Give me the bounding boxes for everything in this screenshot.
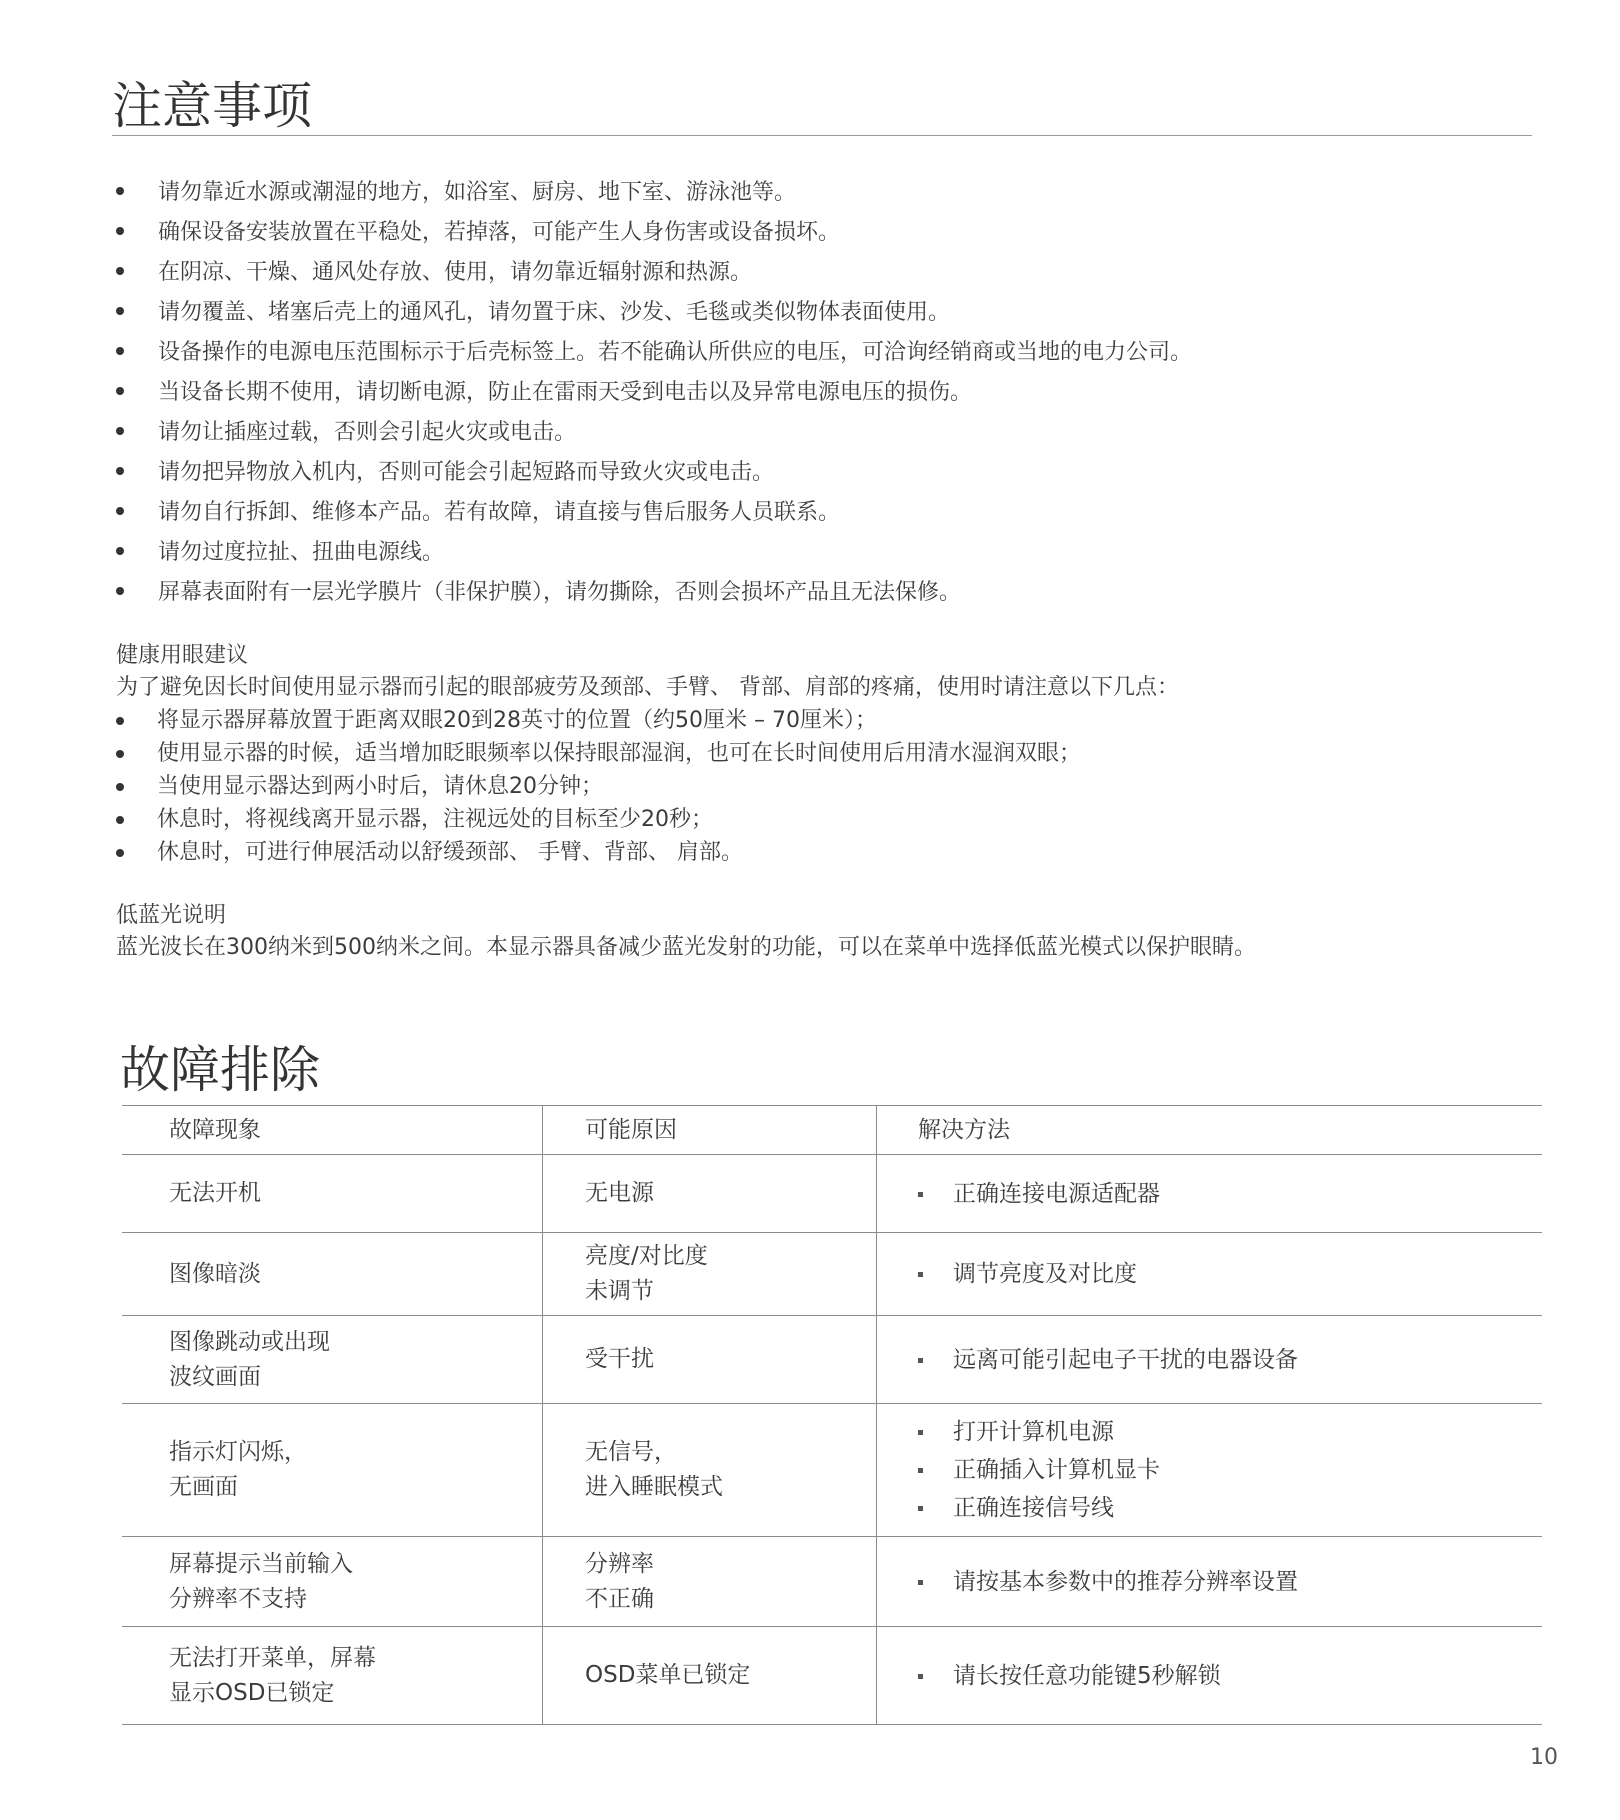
precaution-item: 请勿自行拆卸、维修本产品。若有故障，请直接与售后服务人员联系。 (112, 493, 1592, 533)
solution-item: 调节亮度及对比度 (918, 1255, 1542, 1293)
solution-item: 请长按任意功能键5秒解锁 (918, 1657, 1542, 1695)
precaution-item: 请勿让插座过载，否则会引起火灾或电击。 (112, 413, 1592, 453)
symptom-line: 波纹画面 (169, 1363, 261, 1390)
cause-line: 受干扰 (585, 1346, 654, 1372)
table-row (122, 1404, 1542, 1537)
low-blue-title: 低蓝光说明 (116, 903, 227, 928)
cause-line: 亮度/对比度 (585, 1243, 708, 1269)
eye-care-title: 健康用眼建议 (116, 643, 249, 668)
cause-line: 无电源 (585, 1180, 654, 1206)
solution-item: 正确连接信号线 (918, 1489, 1542, 1527)
cause-cell (543, 1627, 877, 1725)
table-row (122, 1316, 1542, 1404)
cause-cell (543, 1404, 877, 1537)
cause-line: 不正确 (585, 1585, 654, 1612)
precaution-item: 当设备长期不使用，请切断电源，防止在雷雨天受到电击以及异常电源电压的损伤。 (112, 373, 1592, 413)
troubleshooting-table (122, 1105, 1542, 1725)
solution-item: 请按基本参数中的推荐分辨率设置 (918, 1563, 1542, 1601)
symptom-line: 图像跳动或出现 (169, 1328, 330, 1355)
solution-cell (877, 1627, 1543, 1725)
cause-line: OSD菜单已锁定 (585, 1662, 751, 1688)
solution-item: 正确连接电源适配器 (918, 1175, 1542, 1213)
solution-item: 打开计算机电源 (918, 1413, 1542, 1451)
page-number: 10 (1530, 1745, 1558, 1770)
precaution-item: 屏幕表面附有一层光学膜片（非保护膜），请勿撕除，否则会损坏产品且无法保修。 (112, 573, 1592, 613)
symptom-line: 显示OSD已锁定 (169, 1679, 335, 1706)
solution-cell (877, 1233, 1543, 1316)
eye-care-item: 休息时，将视线离开显示器，注视远处的目标至少20秒； (116, 803, 1596, 836)
symptom-line: 无画面 (169, 1474, 238, 1500)
eye-care-item: 将显示器屏幕放置于距离双眼20到28英寸的位置（约50厘米 – 70厘米）； (116, 704, 1596, 737)
precaution-item: 请勿靠近水源或潮湿的地方，如浴室、厨房、地下室、游泳池等。 (112, 173, 1592, 213)
table-row (122, 1627, 1542, 1725)
title-divider (112, 135, 1532, 136)
symptom-line: 分辨率不支持 (169, 1585, 307, 1612)
symptom-line: 图像暗淡 (169, 1260, 261, 1287)
cause-cell (543, 1537, 877, 1627)
precaution-item: 设备操作的电源电压范围标示于后壳标签上。若不能确认所供应的电压，可洽询经销商或当地的电力公司。 (112, 333, 1592, 373)
cause-line: 未调节 (585, 1278, 654, 1304)
table-row (122, 1155, 1542, 1233)
precaution-item: 请勿把异物放入机内，否则可能会引起短路而导致火灾或电击。 (112, 453, 1592, 493)
precautions-title: 注意事项 (112, 77, 312, 135)
solution-cell (877, 1155, 1543, 1233)
symptom-line: 无法打开菜单，屏幕 (169, 1644, 376, 1671)
eye-care-item: 休息时，可进行伸展活动以舒缓颈部、 手臂、背部、 肩部。 (116, 836, 1596, 869)
precaution-item: 请勿过度拉扯、扭曲电源线。 (112, 533, 1592, 573)
solution-item: 远离可能引起电子干扰的电器设备 (918, 1341, 1542, 1379)
precaution-item: 确保设备安装放置在平稳处，若掉落，可能产生人身伤害或设备损坏。 (112, 213, 1592, 253)
symptom-cell (122, 1627, 543, 1725)
symptom-line: 屏幕提示当前输入 (169, 1550, 353, 1577)
table-row (122, 1233, 1542, 1316)
header-symptom: 故障现象 (122, 1106, 543, 1155)
table-row (122, 1537, 1542, 1627)
solution-cell (877, 1537, 1543, 1627)
eye-care-item: 使用显示器的时候，适当增加眨眼频率以保持眼部湿润，也可在长时间使用后用清水湿润双眼； (116, 737, 1596, 770)
table-header-row (122, 1106, 1542, 1155)
cause-cell (543, 1233, 877, 1316)
cause-line: 无信号， (585, 1439, 677, 1465)
troubleshooting-title: 故障排除 (120, 1041, 320, 1099)
symptom-cell (122, 1537, 543, 1627)
symptom-cell (122, 1155, 543, 1233)
low-blue-section (116, 900, 1596, 964)
header-solution: 解决方法 (877, 1106, 1543, 1155)
symptom-cell (122, 1404, 543, 1537)
solution-cell (877, 1316, 1543, 1404)
cause-line: 进入睡眠模式 (585, 1474, 723, 1500)
cause-line: 分辨率 (585, 1550, 654, 1577)
low-blue-text: 蓝光波长在300纳米到500纳米之间。本显示器具备减少蓝光发射的功能，可以在菜单中选择低蓝光模式以保护眼睛。 (116, 935, 1256, 960)
symptom-line: 无法开机 (169, 1180, 261, 1206)
precaution-item: 在阴凉、干燥、通风处存放、使用，请勿靠近辐射源和热源。 (112, 253, 1592, 293)
symptom-line: 指示灯闪烁， (169, 1439, 307, 1465)
header-cause: 可能原因 (543, 1106, 877, 1155)
precaution-item: 请勿覆盖、堵塞后壳上的通风孔，请勿置于床、沙发、毛毯或类似物体表面使用。 (112, 293, 1592, 333)
solution-cell (877, 1404, 1543, 1537)
precautions-list (112, 173, 1592, 613)
cause-cell (543, 1155, 877, 1233)
eye-care-item: 当使用显示器达到两小时后，请休息20分钟； (116, 770, 1596, 803)
eye-care-intro: 为了避免因长时间使用显示器而引起的眼部疲劳及颈部、手臂、 背部、肩部的疼痛，使用时请注意以下几点： (116, 675, 1179, 700)
solution-item: 正确插入计算机显卡 (918, 1451, 1542, 1489)
eye-care-section (116, 640, 1596, 869)
eye-care-list (116, 704, 1596, 869)
symptom-cell (122, 1233, 543, 1316)
symptom-cell (122, 1316, 543, 1404)
cause-cell (543, 1316, 877, 1404)
